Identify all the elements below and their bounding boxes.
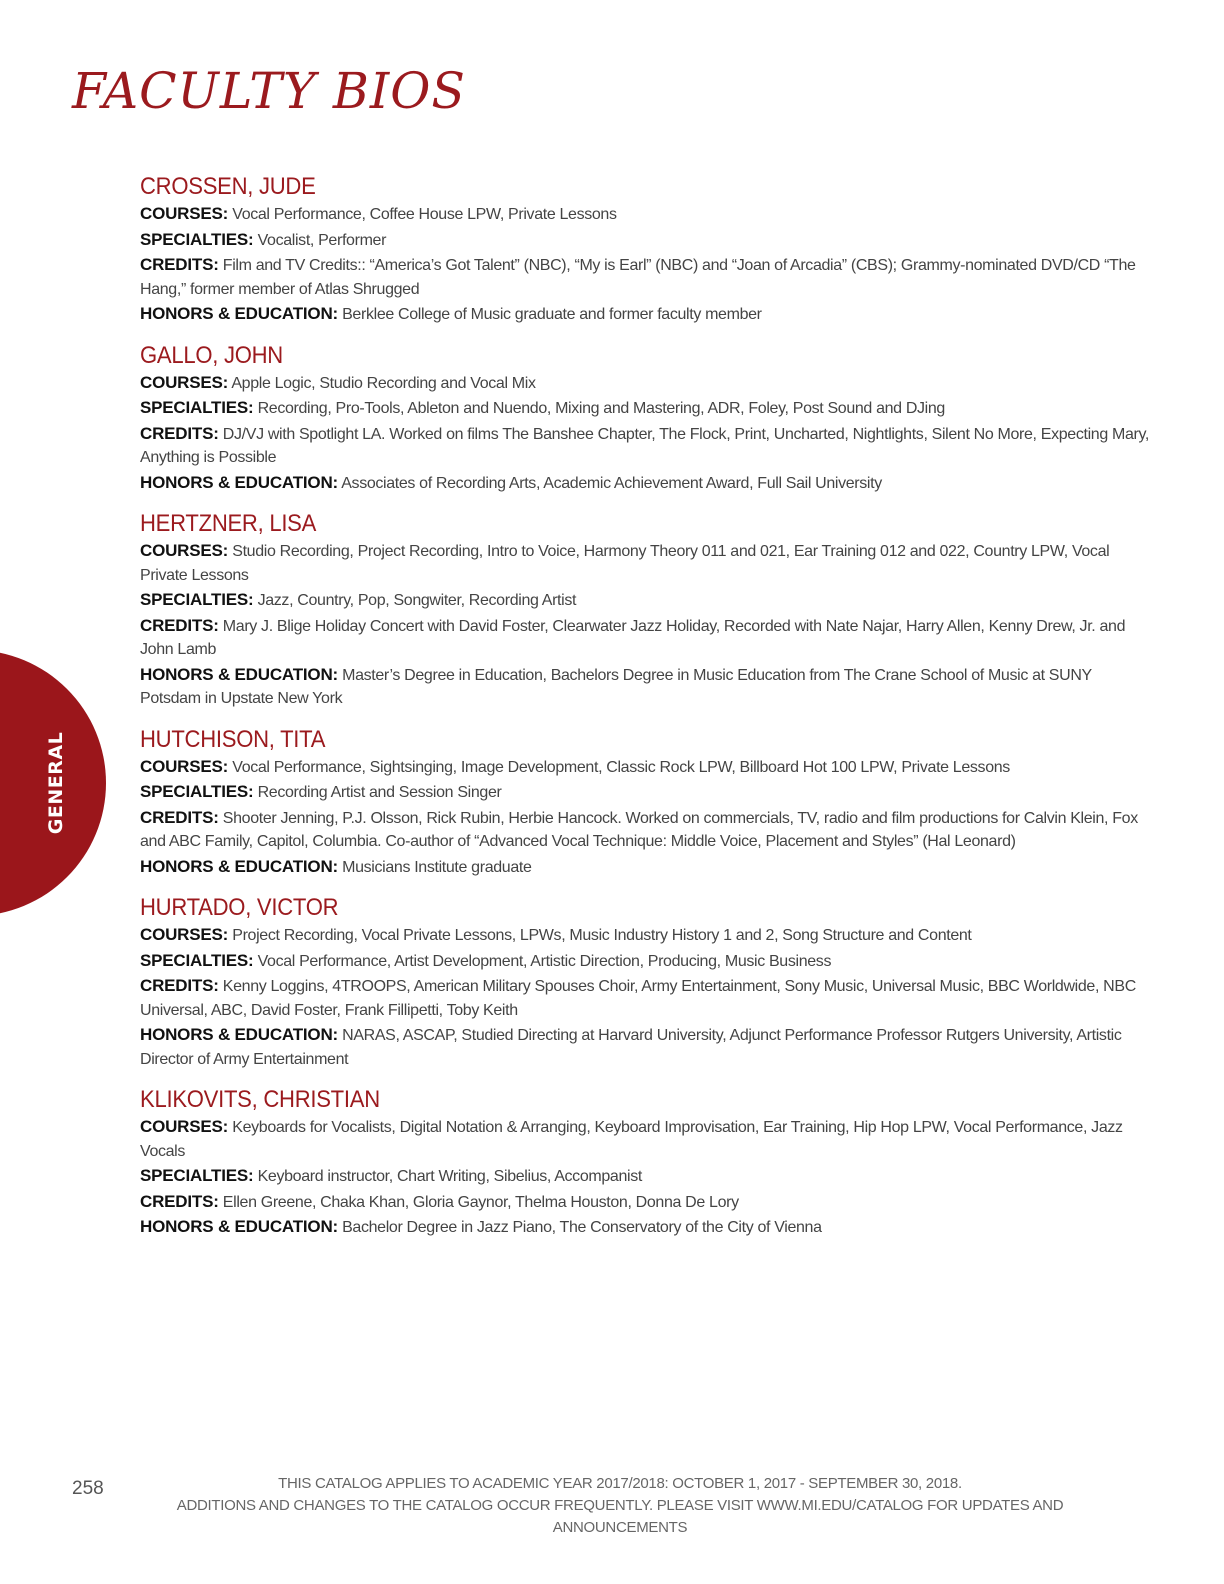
courses-value: Apple Logic, Studio Recording and Vocal Mix — [231, 374, 536, 392]
credits-field — [140, 974, 1150, 1022]
specialties-value: Recording Artist and Session Singer — [257, 784, 502, 801]
honors-field — [140, 471, 1150, 496]
faculty-bio — [140, 172, 1150, 327]
faculty-bio — [140, 509, 1150, 711]
specialties-label: SPECIALTIES: — [140, 1166, 254, 1185]
honors-value: Associates of Recording Arts, Academic Achievement Award, Full Sail University — [341, 474, 882, 492]
credits-label: CREDITS: — [140, 976, 219, 995]
courses-field — [140, 1115, 1150, 1163]
courses-value: Vocal Performance, Sightsinging, Image Development, Classic Rock LPW, Billboard Hot 100 LPW, Private Lessons — [232, 758, 1010, 776]
faculty-bio-list — [140, 172, 1150, 1254]
courses-field — [140, 755, 1150, 780]
courses-label: COURSES: — [140, 204, 229, 223]
honors-value: Musicians Institute graduate — [342, 858, 532, 876]
honors-label: HONORS & EDUCATION: — [140, 1217, 338, 1236]
faculty-name: KLIKOVITS, CHRISTIAN — [140, 1086, 380, 1113]
courses-label: COURSES: — [140, 925, 229, 944]
courses-field — [140, 371, 1150, 396]
credits-value: Film and TV Credits:: “America’s Got Talent” (NBC), “My is Earl” (NBC) and “Joan of Arcadia” (CBS); Grammy-nominated DVD/CD “The Hang,” former member of Atlas Shrugged — [140, 257, 1136, 298]
specialties-label: SPECIALTIES: — [140, 590, 254, 609]
courses-value: Vocal Performance, Coffee House LPW, Private Lessons — [232, 206, 617, 223]
credits-label: CREDITS: — [140, 615, 219, 635]
credits-value: Mary J. Blige Holiday Concert with David Foster, Clearwater Jazz Holiday, Recorded with Nate Najar, Harry Allen, Kenny Drew, Jr. and John Lamb — [140, 617, 1126, 658]
specialties-field — [140, 780, 1150, 805]
honors-label: HONORS & EDUCATION: — [140, 472, 338, 492]
courses-value: Studio Recording, Project Recording, Intro to Voice, Harmony Theory 011 and 021, Ear Training 012 and 022, Country LPW, Vocal Private Lessons — [140, 543, 1110, 584]
section-tab-label: GENERAL — [45, 731, 67, 835]
specialties-field — [140, 949, 1150, 974]
honors-value: NARAS, ASCAP, Studied Directing at Harvard University, Adjunct Performance Professor Rutgers University, Artistic Director of Army Entertainment — [140, 1027, 1122, 1068]
credits-value: Shooter Jenning, P.J. Olsson, Rick Rubin, Herbie Hancock. Worked on commercials, TV, radio and film productions for Calvin Klein, Fox and ABC Family, Capitol, Columbia. Co-author of “Advanced Vocal Technique: Middle Voice, Placement and Styles” (Hal Leonard) — [140, 809, 1138, 850]
specialties-label: SPECIALTIES: — [140, 950, 254, 970]
honors-field — [140, 855, 1150, 880]
honors-label: HONORS & EDUCATION: — [140, 664, 338, 684]
page-title: FACULTY BIOS — [72, 62, 466, 120]
faculty-name: GALLO, JOHN — [140, 341, 283, 369]
courses-value: Project Recording, Vocal Private Lessons, LPWs, Music Industry History 1 and 2, Song Structure and Content — [232, 927, 972, 944]
footer-notice — [120, 1473, 1120, 1539]
courses-field — [140, 202, 1150, 227]
specialties-field — [140, 588, 1150, 613]
honors-field — [140, 663, 1150, 711]
page-number: 258 — [72, 1478, 104, 1499]
faculty-name: HUTCHISON, TITA — [140, 725, 326, 753]
faculty-name: HERTZNER, LISA — [140, 510, 317, 537]
credits-value: Kenny Loggins, 4TROOPS, American Military Spouses Choir, Army Entertainment, Sony Music, Universal Music, BBC Worldwide, NBC Universal, ABC, David Foster, Frank Fillipetti, Toby Keith — [140, 978, 1136, 1019]
honors-label: HONORS & EDUCATION: — [140, 856, 338, 876]
courses-value: Keyboards for Vocalists, Digital Notation & Arranging, Keyboard Improvisation, Ear Training, Hip Hop LPW, Vocal Performance, Jazz Vocals — [140, 1119, 1123, 1160]
credits-value: Ellen Greene, Chaka Khan, Gloria Gaynor, Thelma Houston, Donna De Lory — [222, 1193, 739, 1211]
credits-field — [140, 614, 1150, 662]
faculty-bio — [140, 1085, 1150, 1240]
specialties-value: Jazz, Country, Pop, Songwiter, Recording Artist — [257, 592, 577, 609]
credits-field — [140, 1190, 1150, 1215]
honors-field — [140, 1023, 1150, 1071]
faculty-bio — [140, 341, 1150, 496]
specialties-value: Vocal Performance, Artist Development, Artistic Direction, Producing, Music Business — [257, 952, 832, 970]
credits-label: CREDITS: — [140, 423, 219, 443]
courses-label: COURSES: — [140, 541, 229, 560]
credits-field — [140, 422, 1150, 470]
courses-label: COURSES: — [140, 1117, 229, 1136]
faculty-bio — [140, 725, 1150, 880]
courses-label: COURSES: — [140, 372, 229, 392]
footer-line-1: THIS CATALOG APPLIES TO ACADEMIC YEAR 2017/2018: OCTOBER 1, 2017 - SEPTEMBER 30, 2018. — [278, 1475, 962, 1492]
honors-label: HONORS & EDUCATION: — [140, 304, 338, 323]
honors-value: Bachelor Degree in Jazz Piano, The Conservatory of the City of Vienna — [342, 1219, 822, 1236]
honors-label: HONORS & EDUCATION: — [140, 1025, 338, 1044]
credits-field — [140, 806, 1150, 854]
honors-field — [140, 302, 1150, 327]
specialties-value: Vocalist, Performer — [257, 231, 387, 249]
faculty-name: HURTADO, VICTOR — [140, 894, 339, 921]
courses-field — [140, 539, 1150, 587]
credits-value: DJ/VJ with Spotlight LA. Worked on films The Banshee Chapter, The Flock, Print, Uncharted, Nightlights, Silent No More, Expecting Mary, Anything is Possible — [140, 425, 1150, 466]
faculty-bio — [140, 893, 1150, 1071]
specialties-field — [140, 396, 1150, 421]
specialties-label: SPECIALTIES: — [140, 398, 254, 417]
specialties-value: Recording, Pro-Tools, Ableton and Nuendo, Mixing and Mastering, ADR, Foley, Post Sound and DJing — [257, 400, 945, 417]
credits-label: CREDITS: — [140, 1191, 219, 1211]
honors-value: Berklee College of Music graduate and former faculty member — [342, 306, 762, 323]
specialties-field — [140, 228, 1150, 253]
credits-field — [140, 253, 1150, 301]
courses-field — [140, 923, 1150, 948]
footer-line-2: ADDITIONS AND CHANGES TO THE CATALOG OCCUR FREQUENTLY. PLEASE VISIT WWW.MI.EDU/CATALOG FOR UPDATES AND ANNOUNCEMENTS — [176, 1497, 1064, 1536]
honors-field — [140, 1215, 1150, 1240]
specialties-label: SPECIALTIES: — [140, 782, 254, 801]
credits-label: CREDITS: — [140, 255, 219, 274]
honors-value: Master’s Degree in Education, Bachelors Degree in Music Education from The Crane School of Music at SUNY Potsdam in Upstate New York — [140, 666, 1092, 707]
faculty-name: CROSSEN, JUDE — [140, 173, 316, 200]
specialties-field — [140, 1164, 1150, 1189]
credits-label: CREDITS: — [140, 807, 219, 827]
courses-label: COURSES: — [140, 756, 229, 776]
specialties-value: Keyboard instructor, Chart Writing, Sibelius, Accompanist — [257, 1168, 642, 1185]
specialties-label: SPECIALTIES: — [140, 229, 254, 249]
